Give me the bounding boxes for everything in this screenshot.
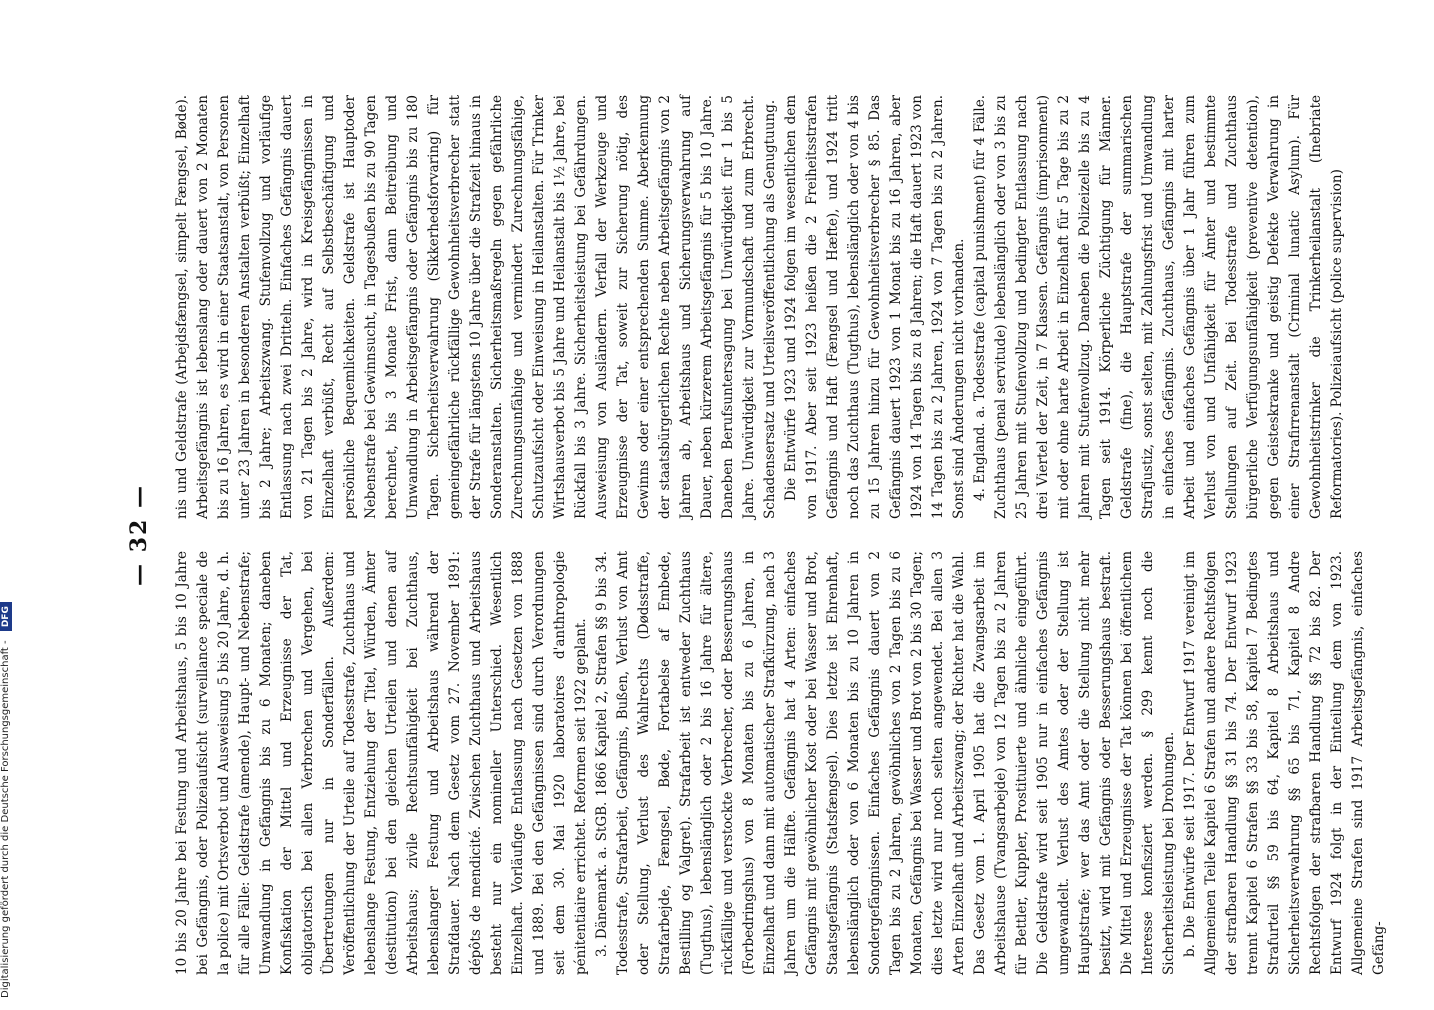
paragraph: b. Die Entwürfe seit 1917. Der Entwurf 1917 vereinigt im Allgemeinen Teile Kapitel 6 Strafen und andere Rechtsfolgen der strafbaren Handlung §§ 31 bis 74. Der Entwurf 1923 trennt Kapitel 6 Strafen §§ 33 bis 58, Kapitel 7 Bedingtes Strafurteil §§ 59 bis 64, Kapitel 8 Arbeitshaus und Sicherheitsverwahrung §§ 65 bis 71, Kapitel 8 Andre Rechtsfolgen der strafbaren Handlung §§ 72 bis 82. Der Entwurf 1924 folgt in der Einteilung dem von 1923. Allgemeine Strafen sind 1917 Arbeitsgefängnis, einfaches Gefäng- (1182, 551, 1387, 975)
paragraph: 3. Dänemark. a. StGB. 1866 Kapitel 2, Strafen §§ 9 bis 34. Todesstrafe, Strafarbeit, Gefängnis, Bußen, Verlust von Amt oder Stellung, Verlust des Wahlrechts (Dødsstraffe, Strafarbejde, Fængsel, Bøde, Fortabelse af Embede, Bestilling og Valgret). Strafarbeit ist entweder Zuchthaus (Tugthus), lebenslänglich oder 2 bis 16 Jahre für ältere, rückfällige und verstockte Verbrecher, oder Besserungshaus (Forbedringshus) von 8 Monaten bis zu 6 Jahren, in Einzelhaft und dann mit automatischer Strafkürzung, nach 3 Jahren um die Hälfte. Gefängnis hat 4 Arten: einfaches Gefängnis mit gewöhnlicher Kost oder bei Wasser und Brot, Staatsgefängnis (Statsfængsel). Dies letzte ist Ehrenhaft, lebenslänglich oder von 6 Monaten bis zu 10 Jahren in Sondergefängnissen. Einfaches Gefängnis dauert von 2 Tagen bis zu 2 Jahren, gewöhnliches von 2 Tagen bis zu 6 Monaten, Gefängnis bei Wasser und Brot von 2 bis 30 Tagen; dies letzte wird nur noch selten angewendet. Bei allen 3 Arten Einzelhaft und Arbeitszwang; der Richter hat die Wahl. Das Gesetz vom 1. April 1905 hat die Zwangsarbeit im Arbeitshause (Tvangsarbejde) von 12 Tagen bis zu 2 Jahren für Bettler, Kuppler, Prostituierte und ähnliche eingeführt. Die Geldstrafe wird seit 1905 nur in einfaches Gefängnis umgewandelt. Verlust des Amtes oder der Stellung ist Hauptstrafe; wer das Amt oder die Stellung nicht mehr besitzt, wird mit Gefängnis oder Besserungshaus bestraft. Die Mittel und Erzeugnisse der Tat können bei öffentlichem Interesse konfisziert werden. § 299 kennt noch die Sicherheitsleistung bei Drohungen. (594, 551, 1177, 975)
paragraph: 4. England. a. Todesstrafe (capital punishment) für 4 Fälle. Zuchthaus (penal servitude) lebenslänglich oder von 3 bis zu 25 Jahren mit Stufenvollzug und bedingter Entlassung nach drei Viertel der Zeit, in 7 Klassen. Gefängnis (imprisonment) mit oder ohne harte Arbeit in Einzelhaft für 5 Tage bis zu 2 Jahren mit Stufenvollzug. Daneben die Polizeizelle bis zu 4 Tagen seit 1914. Körperliche Züchtigung für Männer. Geldstrafe (fine), die Hauptstrafe der summarischen Strafjustiz, sonst selten, mit Zahlungsfrist und Umwandlung in einfaches Gefängnis. Zuchthaus, Gefängnis mit harter Arbeit und einfaches Gefängnis über 1 Jahr führen zum Verlust von und Unfähigkeit für Ämter und bestimmte Stellungen auf Zeit. Bei Todesstrafe und Zuchthaus bürgerliche Verfügungsunfähigkeit (preventive detention), gegen Geisteskranke und geistig Defekte Verwahrung in einer Strafirrenanstalt (Criminal lunatic Asylum). Für Gewohnheitstrinker die Trinkerheilanstalt (Inebriate Reformatories). Polizeiaufsicht (police supervision) (972, 95, 1345, 519)
dfg-logo: DFG (0, 602, 12, 631)
right-column (172, 95, 1345, 519)
rotated-page-body (112, 95, 1387, 975)
paragraph: Die Entwürfe 1923 und 1924 folgen im wesentlichen dem von 1917. Aber seit 1923 heißen die 2 Freiheitsstrafen Gefängnis und Haft (Fængsel und Hæfte), und 1924 tritt noch das Zuchthaus (Tugthus), lebenslänglich oder von 4 bis zu 15 Jahren hinzu für Gewohnheitsverbrecher § 85. Das Gefängnis dauert 1923 von 1 Monat bis zu 16 Jahren, aber 1924 von 14 Tagen bis zu 8 Jahren; die Haft dauert 1923 von 14 Tagen bis zu 2 Jahren, 1924 von 7 Tagen bis zu 2 Jahren. Sonst sind Änderungen nicht vorhanden. (783, 95, 967, 519)
page-number: — 32 — (126, 484, 152, 586)
left-column (172, 551, 1387, 975)
paragraph: 10 bis 20 Jahre bei Festung und Arbeitshaus, 5 bis 10 Jahre bei Gefängnis, oder Polizeiaufsicht (surveillance speciale de la police) mit Ortsverbot und Ausweisung 5 bis 20 Jahre, d. h. für alle Fälle: Geldstrafe (amende), Haupt- und Nebenstrafe; Umwandlung in Gefängnis bis zu 6 Monaten; daneben Konfiskation der Mittel und Erzeugnisse der Tat, obligatorisch bei allen Verbrechen und Vergehen, bei Übertretungen nur in Sonderfällen. Außerdem: Veröffentlichung der Urteile auf Todesstrafe, Zuchthaus und lebenslange Festung, Entziehung der Titel, Würden, Ämter (destitution) bei den gleichen Urteilen und denen auf Arbeitshaus; zivile Rechtsunfähigkeit bei Zuchthaus, lebenslanger Festung und Arbeitshaus während der Strafdauer. Nach dem Gesetz vom 27. November 1891: dépôts de mendicité. Zwischen Zuchthaus und Arbeitshaus besteht nur ein nomineller Unterschied. Wesentlich Einzelhaft. Vorläufige Entlassung nach Gesetzen von 1888 und 1889. Bei den Gefängnissen sind durch Verordnungen seit dem 30. Mai 1920 laboratoires d'anthropologie pénitentiaire errichtet. Reformen seit 1922 geplant. (174, 551, 589, 975)
funding-footer (0, 606, 14, 1010)
paragraph: nis und Geldstrafe (Arbejdsfængsel, simpelt Fængsel, Bøde). Arbeitsgefängnis ist lebenslang oder dauert von 2 Monaten bis zu 16 Jahren, es wird in einer Staatsanstalt, von Personen unter 23 Jahren in besonderen Anstalten verbüßt; Einzelhaft bis 2 Jahre; Arbeitszwang. Stufenvollzug und vorläufige Entlassung nach zwei Dritteln. Einfaches Gefängnis dauert von 21 Tagen bis 2 Jahre, wird in Kreisgefängnissen in Einzelhaft verbüßt, Recht auf Selbstbeschäftigung und persönliche Bequemlichkeiten. Geldstrafe ist Hauptoder Nebenstrafe bei Gewinnsucht, in Tagesbußen bis zu 90 Tagen berechnet, bis 3 Monate Frist, dann Beitreibung und Umwandlung in Arbeitsgefängnis oder Gefängnis bis zu 180 Tagen. Sicherheitsverwahrung (Sikkerhedsforvaring) für gemeingefährliche rückfällige Gewohnheitsverbrecher statt der Strafe für längstens 10 Jahre über die Strafzeit hinaus in Sonderanstalten. Sicherheitsmaßregeln gegen gefährliche Zurechnungsunfähige und vermindert Zurechnungsfähige, Schutzaufsicht oder Einweisung in Heilanstalten. Für Trinker Wirtshausverbot bis 5 Jahre und Heilanstalt bis 1½ Jahre, bei Rückfall bis 3 Jahre. Sicherheitsleistung bei Gefährdungen. Ausweisung von Ausländern. Verfall der Werkzeuge und Erzeugnisse der Tat, soweit zur Sicherung nötig, des Gewinns oder einer entsprechenden Summe. Aberkennung der staatsbürgerlichen Rechte neben Arbeitsgefängnis von 2 Jahren ab, Arbeitshaus und Sicherungsverwahrung auf Dauer, neben kürzerem Arbeitsgefängnis für 5 bis 10 Jahre. Daneben Berufsuntersagung bei Unwürdigkeit für 1 bis 5 Jahre. Unwürdigkeit zur Vormundschaft und zum Erbrecht. Schadensersatz und Urteilsveröffentlichung als Genugtuung. (174, 95, 778, 519)
funding-notice: Digitalisierung gefördert durch die Deutsche Forschungsgemeinschaft - (0, 640, 11, 998)
